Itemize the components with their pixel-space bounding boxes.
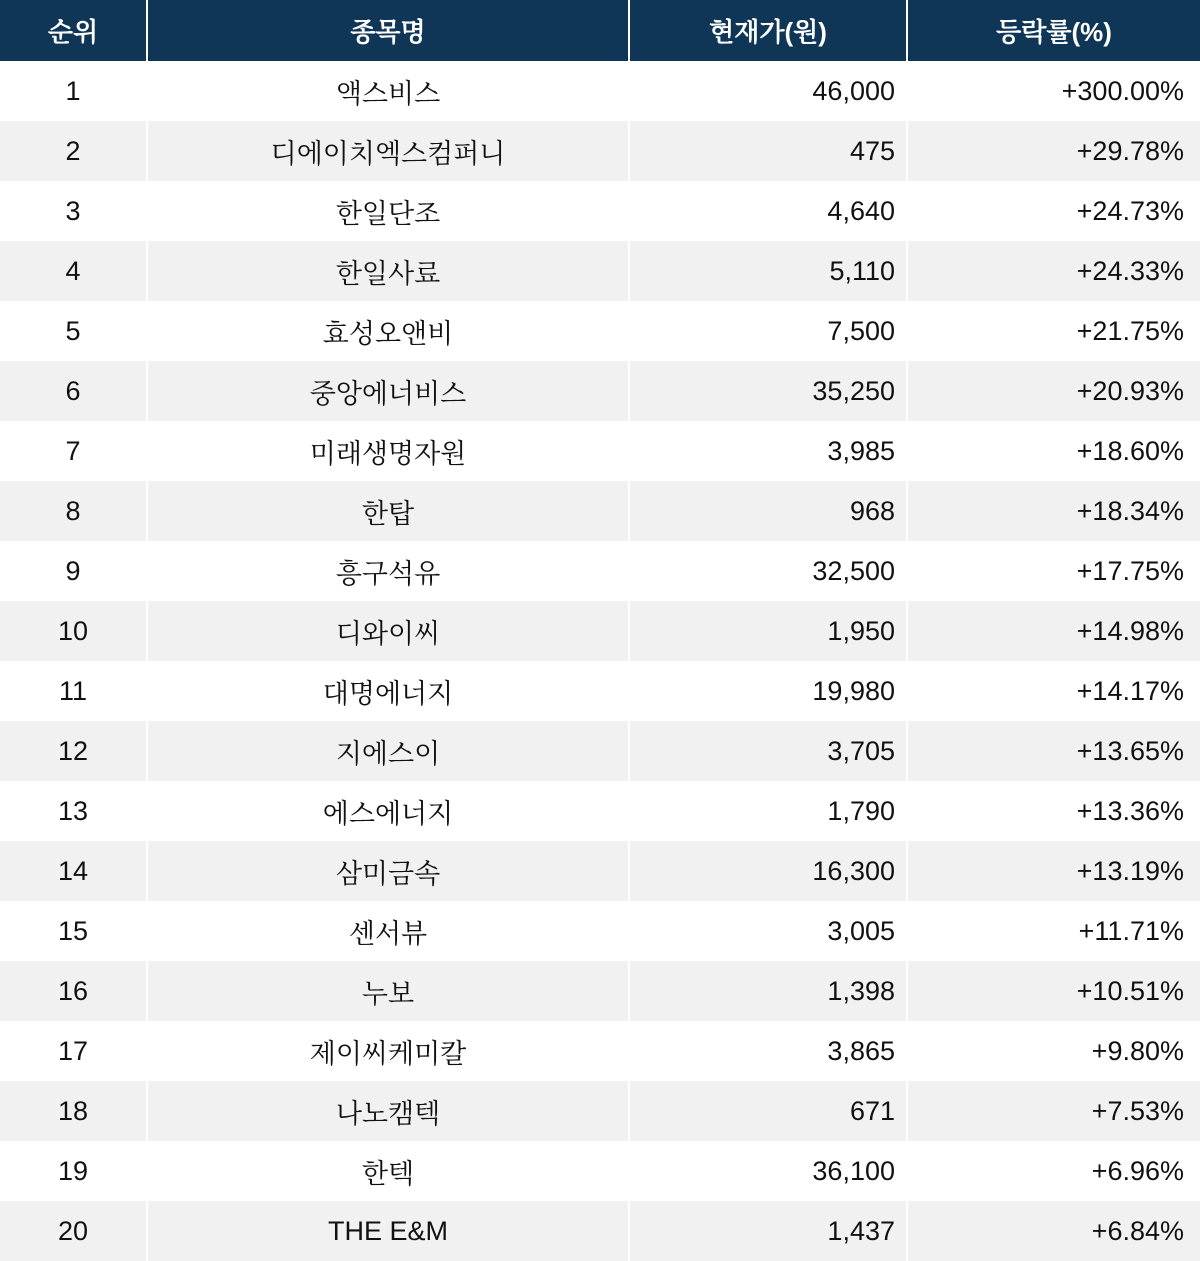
- price-cell: 35,250: [630, 361, 908, 421]
- change-cell: +9.80%: [1091, 1035, 1184, 1066]
- price-cell: 1,398: [630, 961, 908, 1021]
- name-cell: 흥구석유: [148, 541, 630, 601]
- table-row: [0, 541, 1200, 601]
- table-row: [0, 481, 1200, 541]
- table-row: [0, 961, 1200, 1021]
- change-cell: +29.78%: [1076, 135, 1184, 166]
- rank-cell: 19: [0, 1141, 148, 1201]
- price-cell: 3,985: [630, 421, 908, 481]
- rank-cell: 6: [0, 361, 148, 421]
- price-cell: 5,110: [630, 241, 908, 301]
- table-row: [0, 781, 1200, 841]
- rank-cell: 14: [0, 841, 148, 901]
- rank-cell: 3: [0, 181, 148, 241]
- name-cell: 한텍: [148, 1141, 630, 1201]
- price-cell: 671: [630, 1081, 908, 1141]
- col-header-rank: 순위: [0, 0, 148, 61]
- table-row: [0, 661, 1200, 721]
- change-cell: +24.73%: [1076, 195, 1184, 226]
- price-cell: 1,950: [630, 601, 908, 661]
- table-row: [0, 241, 1200, 301]
- table-row: [0, 421, 1200, 481]
- rank-cell: 9: [0, 541, 148, 601]
- table-body: [0, 61, 1200, 1261]
- price-cell: 968: [630, 481, 908, 541]
- rank-cell: 2: [0, 121, 148, 181]
- table-row: [0, 1201, 1200, 1261]
- name-cell: 대명에너지: [148, 661, 630, 721]
- change-cell: +14.98%: [1076, 615, 1184, 646]
- change-cell: +13.36%: [1076, 795, 1184, 826]
- change-cell: +14.17%: [1076, 675, 1184, 706]
- name-cell: 디와이씨: [148, 601, 630, 661]
- table-row: [0, 1081, 1200, 1141]
- name-cell: THE E&M: [148, 1201, 630, 1261]
- change-cell: +11.71%: [1078, 915, 1184, 946]
- rank-cell: 15: [0, 901, 148, 961]
- rank-cell: 13: [0, 781, 148, 841]
- change-cell: +13.65%: [1076, 735, 1184, 766]
- table-row: [0, 601, 1200, 661]
- rank-cell: 16: [0, 961, 148, 1021]
- change-cell: +300.00%: [1061, 75, 1184, 106]
- table-row: [0, 1141, 1200, 1201]
- change-cell: +17.75%: [1076, 555, 1184, 586]
- name-cell: 삼미금속: [148, 841, 630, 901]
- rank-cell: 11: [0, 661, 148, 721]
- change-cell: +20.93%: [1076, 375, 1184, 406]
- table-row: [0, 361, 1200, 421]
- price-cell: 3,005: [630, 901, 908, 961]
- name-cell: 효성오앤비: [148, 301, 630, 361]
- table-row: [0, 121, 1200, 181]
- name-cell: 한일단조: [148, 181, 630, 241]
- table-row: [0, 61, 1200, 121]
- name-cell: 센서뷰: [148, 901, 630, 961]
- change-cell: +10.51%: [1076, 975, 1184, 1006]
- name-cell: 지에스이: [148, 721, 630, 781]
- col-header-name: 종목명: [148, 0, 630, 61]
- change-cell: +24.33%: [1076, 255, 1184, 286]
- change-cell: +21.75%: [1076, 315, 1184, 346]
- table-row: [0, 181, 1200, 241]
- price-cell: 3,705: [630, 721, 908, 781]
- rank-cell: 18: [0, 1081, 148, 1141]
- name-cell: 중앙에너비스: [148, 361, 630, 421]
- price-cell: 1,437: [630, 1201, 908, 1261]
- price-cell: 3,865: [630, 1021, 908, 1081]
- col-header-change: 등락률(%): [908, 0, 1200, 61]
- table-header-row: [0, 0, 1200, 61]
- rank-cell: 5: [0, 301, 148, 361]
- rank-cell: 1: [0, 61, 148, 121]
- name-cell: 디에이치엑스컴퍼니: [148, 121, 630, 181]
- change-cell: +7.53%: [1091, 1095, 1184, 1126]
- name-cell: 한탑: [148, 481, 630, 541]
- price-cell: 46,000: [630, 61, 908, 121]
- table-row: [0, 301, 1200, 361]
- table-row: [0, 841, 1200, 901]
- change-cell: +6.84%: [1091, 1215, 1184, 1246]
- change-cell: +18.60%: [1076, 435, 1184, 466]
- name-cell: 제이씨케미칼: [148, 1021, 630, 1081]
- price-cell: 1,790: [630, 781, 908, 841]
- rank-cell: 8: [0, 481, 148, 541]
- change-cell: +6.96%: [1091, 1155, 1184, 1186]
- rank-cell: 4: [0, 241, 148, 301]
- name-cell: 액스비스: [148, 61, 630, 121]
- price-cell: 7,500: [630, 301, 908, 361]
- table-row: [0, 1021, 1200, 1081]
- name-cell: 한일사료: [148, 241, 630, 301]
- name-cell: 누보: [148, 961, 630, 1021]
- rank-cell: 10: [0, 601, 148, 661]
- price-cell: 475: [630, 121, 908, 181]
- change-cell: +13.19%: [1076, 855, 1184, 886]
- name-cell: 미래생명자원: [148, 421, 630, 481]
- price-cell: 32,500: [630, 541, 908, 601]
- name-cell: 에스에너지: [148, 781, 630, 841]
- price-cell: 4,640: [630, 181, 908, 241]
- rank-cell: 20: [0, 1201, 148, 1261]
- rank-cell: 12: [0, 721, 148, 781]
- price-cell: 16,300: [630, 841, 908, 901]
- name-cell: 나노캠텍: [148, 1081, 630, 1141]
- table-row: [0, 721, 1200, 781]
- price-cell: 36,100: [630, 1141, 908, 1201]
- change-cell: +18.34%: [1076, 495, 1184, 526]
- table-row: [0, 901, 1200, 961]
- col-header-price: 현재가(원): [630, 0, 908, 61]
- rank-cell: 7: [0, 421, 148, 481]
- rank-cell: 17: [0, 1021, 148, 1081]
- price-cell: 19,980: [630, 661, 908, 721]
